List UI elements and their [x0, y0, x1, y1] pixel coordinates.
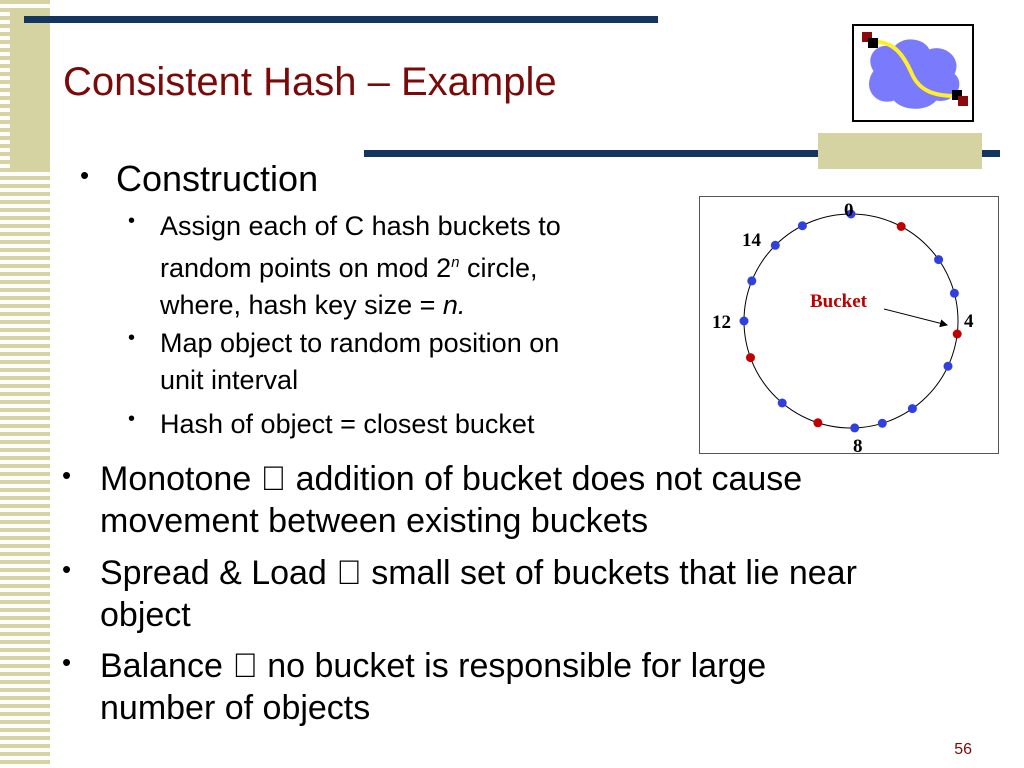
- text-line: Monotone   addition of bucket does not cause: [100, 460, 803, 498]
- ring-label-0: 0: [844, 200, 854, 221]
- object-point: [878, 419, 887, 428]
- bullet-text: Construction: [116, 158, 319, 199]
- ring-label-8: 8: [853, 436, 863, 453]
- bullet-monotone: [62, 458, 802, 542]
- text-line: object: [100, 596, 191, 634]
- left-tan-block: [10, 12, 50, 172]
- italic-text: n.: [442, 290, 466, 320]
- object-point: [950, 289, 959, 298]
- bucket-label: Bucket: [810, 291, 867, 312]
- bullet-dot: •: [128, 327, 136, 349]
- slide-title: Consistent Hash – Example: [63, 60, 557, 104]
- text-line: where, hash key size =: [160, 290, 443, 320]
- network-logo: [852, 24, 974, 122]
- hash-ring-svg: [700, 197, 998, 453]
- ring-label-12: 12: [712, 312, 731, 333]
- bullet-dot: •: [62, 460, 72, 490]
- text-line: circle,: [459, 253, 538, 283]
- sub-bullet-text: [160, 325, 559, 399]
- object-point: [771, 241, 780, 250]
- sub-bullet-text: Hash of object = closest bucket: [160, 409, 535, 439]
- network-cloud-icon: [854, 26, 972, 120]
- bucket-point: [746, 353, 755, 362]
- sub-bullet-text: [160, 208, 561, 324]
- text-line: unit interval: [160, 365, 299, 395]
- bullet-construction: [80, 158, 318, 200]
- right-tan-block: [818, 133, 982, 169]
- bullet-dot: •: [128, 408, 136, 430]
- object-point: [740, 317, 749, 326]
- sub-bullet-hash: [128, 406, 534, 443]
- text-line: number of objects: [100, 689, 371, 727]
- text-line: Assign each of C hash buckets to: [160, 211, 561, 241]
- page-number: 56: [954, 741, 972, 758]
- text-line: movement between existing buckets: [100, 502, 649, 540]
- bullet-text: [100, 645, 766, 729]
- object-point: [908, 404, 917, 413]
- bullet-spread: [62, 552, 857, 636]
- bullet-balance: [62, 645, 766, 729]
- ring-label-14: 14: [742, 230, 761, 251]
- text-line: Map object to random position on: [160, 328, 560, 358]
- sub-bullet-map: [128, 325, 559, 399]
- superscript: n: [451, 255, 460, 271]
- bucket-point: [953, 330, 962, 339]
- text-line: Spread & Load   small set of buckets that lie near: [100, 554, 857, 592]
- bullet-dot: •: [62, 554, 72, 584]
- bullet-dot: •: [128, 210, 136, 232]
- bullet-dot: •: [62, 647, 72, 677]
- bullet-text: [100, 552, 857, 636]
- bucket-point: [897, 222, 906, 231]
- text-line: Balance   no bucket is responsible for large: [100, 647, 767, 685]
- ring-points: [740, 210, 962, 433]
- hash-ring-diagram: [699, 196, 999, 454]
- bucket-point: [813, 418, 822, 427]
- object-point: [747, 276, 756, 285]
- bullet-text: [100, 458, 802, 542]
- text-line: random points on mod 2: [160, 253, 452, 283]
- object-point: [934, 255, 943, 264]
- ring-label-4: 4: [964, 311, 974, 332]
- bullet-dot: •: [80, 160, 90, 190]
- sub-bullet-assign: [128, 208, 561, 324]
- bucket-arrow: [884, 309, 947, 325]
- object-point: [944, 362, 953, 371]
- top-rule: [24, 16, 658, 23]
- object-point: [798, 221, 807, 230]
- object-point: [850, 423, 859, 432]
- object-point: [778, 399, 787, 408]
